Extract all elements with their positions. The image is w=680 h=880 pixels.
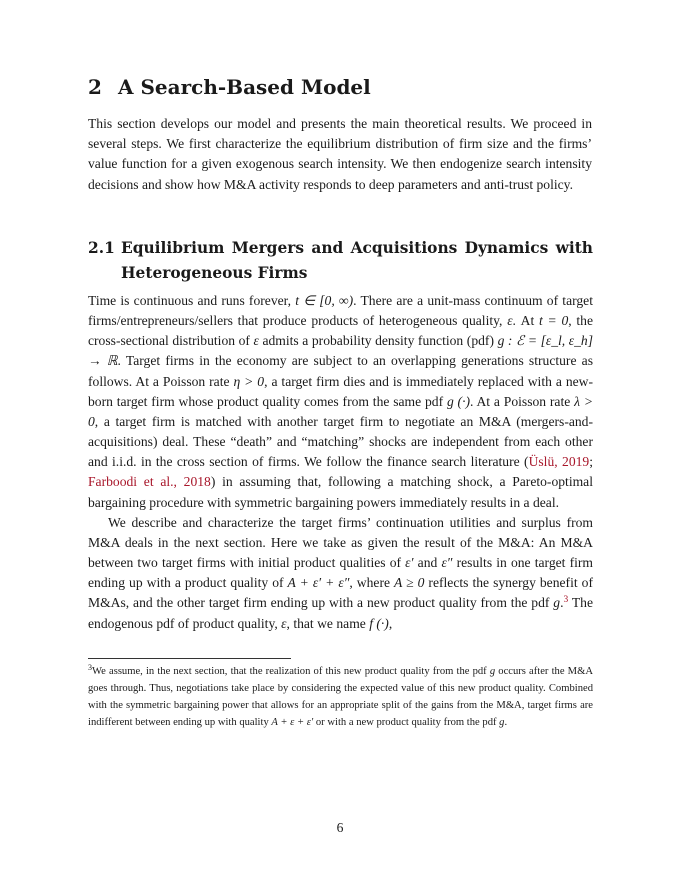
paragraph-2: We describe and characterize the target firms’ continuation utilities and surplus from M&A deals in the next section. Here we take as given the result of the M&A: An M&A between two target firms with initial product qualities of ε′ and ε″ results in one target firm ending up with a product quality of A + ε′ + ε″, where A ≥ 0 reflects the synergy benefit of M&As, and the other target firm ending up with a new product quality from the pdf g.$^3$ The endogenous pdf of product quality, ε, that we name f (·),: [88, 514, 593, 631]
math-g-definition: g : ℰ = [ε_l, ε_h] → ℝ: [88, 333, 594, 369]
subsection-title: Equilibrium Mergers and Acquisitions Dynamics with Heterogeneous Firms: [121, 239, 593, 282]
math-epsilon: ε: [507, 313, 513, 329]
math-eps-prime: ε′: [405, 555, 414, 571]
math-g: g: [499, 717, 505, 728]
subsection-heading: [88, 236, 593, 286]
section-intro: This section develops our model and presents the main theoretical results. We proceed in several steps. We first characterize the equilibrium distribution of firm size and the firms’ value function for a given exogenous search intensity. We then endogenize search intensity decisions and show how M&A activity responds to deep parameters and anti-trust policy.: [88, 116, 592, 192]
citation-uslu[interactable]: Üslü, 2019: [528, 454, 590, 470]
section-number: 2: [88, 75, 102, 99]
math-g: g: [553, 595, 561, 611]
math-epsilon: ε: [253, 333, 259, 349]
footnote-divider: [88, 658, 291, 659]
math-g: g: [489, 666, 496, 677]
section-title: A Search-Based Model: [118, 75, 371, 99]
math-lambda: λ > 0: [88, 393, 593, 429]
footnote-3: $^3$We assume, in the next section, that the realization of this new product quality from the pdf g occurs after the M&A goes through. Thus, negotiations take place by considering the expected value of this new product quality. Combined with the symmetric bargaining power that allows for an appropriate split of the gains from the M&A, target firms are indifferent between ending up with quality A + ε + ε′ or with a new product quality from the pdf g.: [88, 663, 593, 728]
paragraph-1: Time is continuous and runs forever, t ∈ [0, ∞). There are a unit-mass continuum of target firms/entrepreneurs/sellers that produce products of heterogeneous quality, ε. At t = 0, the cross-sectional distribution of ε admits a probability density function (pdf) g : ℰ = [ε_l, ε_h] → ℝ. Target firms in the economy are subject to an overlapping generations structure as follows. At a Poisson rate η > 0, a target firm dies and is immediately replaced with a new-born target firm whose product quality comes from the same pdf g (·). At a Poisson rate λ > 0, a target firm is matched with another target firm to negotiate an M&A (mergers-and-acquisitions) deal. These “death” and “matching” shocks are independent from each other and i.i.d. in the cross section of firms. We follow the finance search literature (Üslü, 2019; Farboodi et al., 2018) in assuming that, following a matching shock, a Pareto-optimal bargaining procedure with symmetric bargaining powers immediately results in a deal.: [88, 293, 594, 510]
math-g-dot: g (·): [446, 393, 471, 409]
footnote-ref-3[interactable]: 3: [563, 595, 569, 606]
math-epsilon: ε: [281, 615, 287, 631]
citation-farboodi[interactable]: Farboodi et al., 2018: [88, 474, 211, 490]
section-heading: [88, 74, 608, 100]
math-t-zero: t = 0: [539, 313, 569, 329]
math-a-nonnegative: A ≥ 0: [394, 575, 425, 591]
footnote-mark: 3: [88, 663, 92, 672]
body-text: [88, 291, 593, 634]
math-eta: η > 0: [233, 373, 265, 389]
math-footnote-sum: A + ε + ε′: [271, 717, 314, 728]
subsection-number: 2.1: [88, 239, 115, 257]
math-eps-double-prime: ε″: [441, 555, 453, 571]
math-f-dot: f (·): [369, 615, 389, 631]
page-number: 6: [336, 820, 344, 835]
math-quality-sum: A + ε′ + ε″: [287, 575, 350, 591]
math-t-range: t ∈ [0, ∞): [295, 293, 354, 308]
